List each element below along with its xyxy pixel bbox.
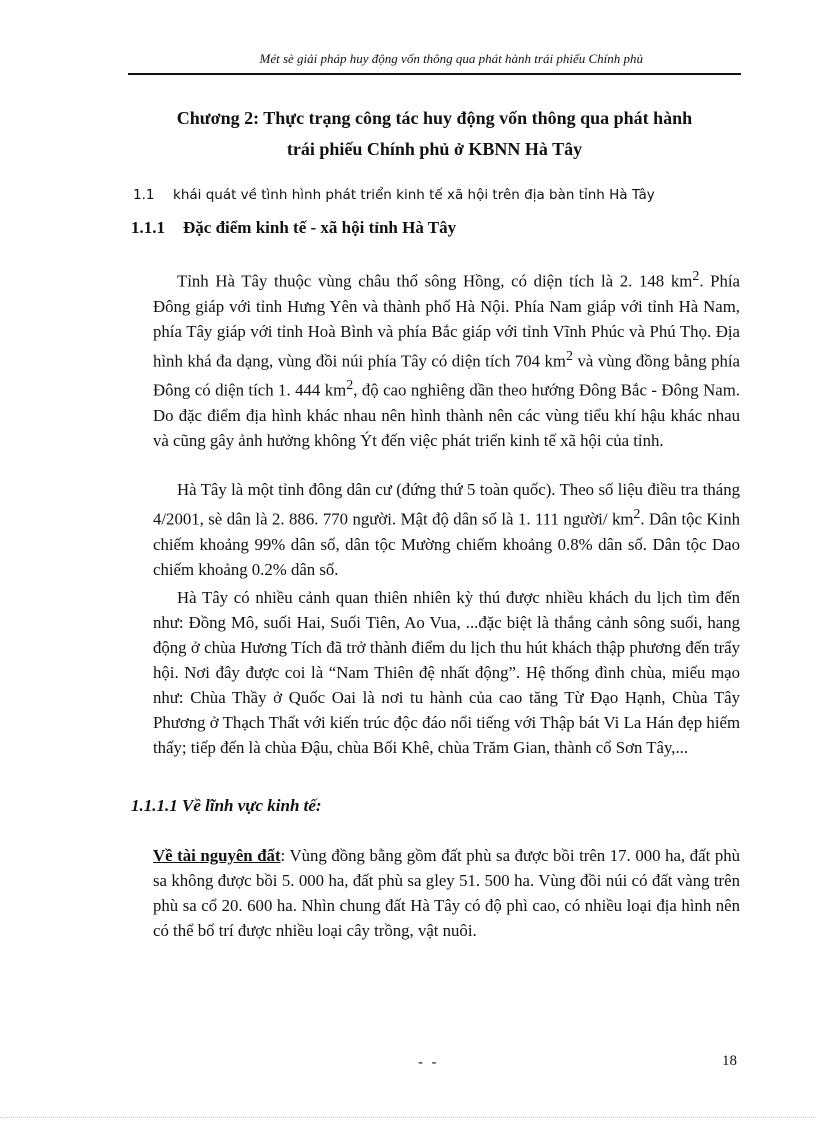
text-run: . Dân tộc Kinh chiếm khoảng 99% dân số, dân tộc Mường chiếm khoảng 0.8% dân số. Dân tộc Dao chiếm khoảng 0.2% dân số. bbox=[153, 509, 740, 579]
subsubsection-heading: 1.1.1.1 Về lĩnh vực kinh tế: bbox=[131, 796, 322, 815]
paragraph-geography bbox=[153, 264, 740, 453]
section-number: 1.1 bbox=[133, 187, 155, 203]
paragraph-tourism: Hà Tây có nhiều cảnh quan thiên nhiên kỳ thú được nhiều khách du lịch tìm đến như: Đồng Mô, suối Hai, Suối Tiên, Ao Vua, ...đặc biệt là thắng cảnh sông suối, hang động ở chùa Hương Tích đã trở thành điểm du lịch thu hút khách thập phương đến trẩy hội. Nơi đây được coi là “Nam Thiên đệ nhất động”. Hệ thống đình chùa, miếu mạo như: Chùa Thầy ở Quốc Oai là nơi tu hành của cao tăng Từ Đạo Hạnh, Chùa Tây Phương ở Thạch Thất với kiến trúc độc đáo nổi tiếng với Thập bát Vi La Hán đẹp hiếm thấy; tiếp đến là chùa Đậu, chùa Bối Khê, chùa Trăm Gian, thành cổ Sơn Tây,... bbox=[153, 588, 740, 757]
superscript: 2 bbox=[633, 507, 641, 522]
text-run: . Phía Đông giáp với tỉnh Hưng Yên và thành phố Hà Nội. Phía Nam giáp với tỉnh Hà Nam, phía Tây giáp với tỉnh Hoà Bình và phía Bắc giáp với tỉnh Vĩnh Phúc và Phú Thọ. Địa hình khá đa dạng, vùng đồi núi phía Tây có diện tích 704 km bbox=[153, 271, 741, 371]
text-run: Tỉnh Hà Tây thuộc vùng châu thổ sông Hồng, có diện tích là 2. 148 km bbox=[177, 271, 693, 291]
running-header: Mét sè giải pháp huy động vốn thông qua phát hành trái phiếu Chính phủ bbox=[259, 51, 643, 66]
subsection-heading bbox=[131, 218, 741, 238]
text-run: Hà Tây là một tỉnh đông dân cư (đứng thứ 5 toàn quốc). Theo số liệu điều tra tháng 4/2001, sè dân là 2. 886. 770 người. Mật độ dân số là 1. 111 người/ km bbox=[153, 480, 740, 529]
subsection-number: 1.1.1 bbox=[131, 218, 165, 237]
paragraph-population bbox=[153, 477, 740, 582]
chapter-title-line-1: Chương 2: Thực trạng công tác huy động vốn thông qua phát hành bbox=[176, 108, 693, 128]
superscript: 2 bbox=[565, 348, 573, 364]
superscript: 2 bbox=[692, 269, 700, 284]
page-number: 18 bbox=[722, 1053, 737, 1069]
header-rule bbox=[128, 73, 741, 75]
page-bottom-border bbox=[0, 1117, 816, 1118]
text-run: , độ cao nghiêng dần theo hướng Đông Bắc - Đông Nam. Do đặc điểm địa hình khác nhau nên hình thành nên các vùng tiểu khí hậu khác nhau và cũng gây ảnh hưởng không Ýt đến việc phát triển kinh tế xã hội của tỉnh. bbox=[153, 380, 740, 450]
footer-dashes: - - bbox=[418, 1055, 439, 1071]
superscript: 2 bbox=[346, 378, 354, 394]
section-title: khái quát về tình hình phát triển kinh tế xã hội trên địa bàn tỉnh Hà Tây bbox=[173, 187, 655, 203]
section-heading bbox=[133, 187, 743, 203]
paragraph-land-resources bbox=[153, 843, 740, 943]
chapter-title bbox=[128, 103, 741, 165]
land-lead: Về tài nguyên đất bbox=[153, 846, 281, 865]
subsection-title: Đặc điểm kinh tế - xã hội tỉnh Hà Tây bbox=[183, 218, 457, 237]
text-run: và vùng đồng bằng phía Đông có diện tích 1. 444 km bbox=[153, 351, 741, 400]
land-text: : Vùng đồng bằng gồm đất phù sa được bồi trên 17. 000 ha, đất phù sa không được bồi 5. 000 ha, đất phù sa gley 51. 500 ha. Vùng đồi núi có đất vàng trên phù sa cổ 20. 600 ha. Nhìn chung đất Hà Tây có độ phì cao, có nhiều loại địa hình nên có thể bố trí được nhiều loại cây trồng, vật nuôi. bbox=[153, 846, 740, 940]
chapter-title-line-2: trái phiếu Chính phủ ở KBNN Hà Tây bbox=[286, 139, 583, 159]
